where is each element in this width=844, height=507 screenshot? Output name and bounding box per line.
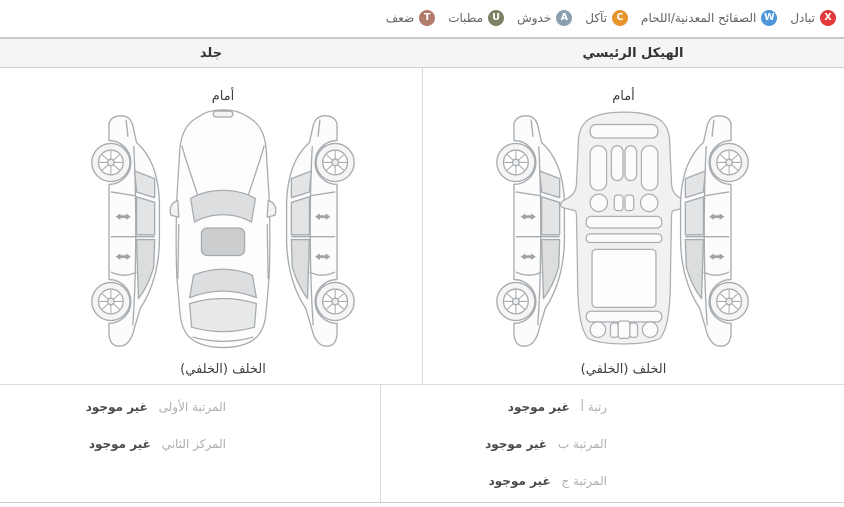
grade-label: المرتبة ج	[561, 474, 607, 488]
scratches-badge-icon: A	[556, 10, 572, 26]
front-label: أمام	[211, 89, 235, 104]
damage-legend	[386, 7, 836, 29]
grade-row	[0, 400, 226, 415]
panel-title-main-structure: الهيكل الرئيسي	[582, 45, 684, 61]
grade-row	[381, 400, 607, 415]
grade-value: غير موجود	[485, 437, 548, 451]
legend-label: تبادل	[790, 11, 815, 25]
legend-label: مطبات	[448, 11, 484, 25]
panel-skin	[0, 68, 422, 384]
legend-item-exchange	[790, 10, 836, 26]
skin-top-view	[168, 104, 278, 350]
panel-main-structure	[422, 68, 844, 384]
welding-badge-icon: W	[761, 10, 777, 26]
legend-label: خدوش	[517, 11, 552, 25]
legend-label: الصفائح المعدنية/اللحام	[641, 11, 757, 25]
legend-label: تآكل	[585, 11, 608, 25]
rear-label: الخلف (الخلفي)	[580, 362, 667, 377]
skin-side-view-right	[276, 112, 360, 350]
rear-label: الخلف (الخلفي)	[180, 362, 266, 377]
grade-label: المركز الثاني	[161, 437, 226, 451]
dents-badge-icon: U	[488, 10, 504, 26]
weakness-badge-icon: T	[419, 10, 435, 26]
main-structure-side-view-right	[670, 112, 754, 350]
grade-label: المرتبة ب	[557, 437, 607, 451]
section-header-row	[0, 37, 844, 68]
legend-item-welding	[641, 10, 777, 26]
legend-item-dents	[448, 10, 504, 26]
grade-row	[381, 474, 607, 489]
main-structure-grades	[380, 385, 844, 502]
grade-value: غير موجود	[85, 400, 148, 414]
grade-value: غير موجود	[507, 400, 570, 414]
grade-row	[0, 437, 226, 452]
skin-grades	[0, 385, 380, 502]
grade-label: رتبة أ	[580, 400, 607, 414]
diagram-columns	[0, 68, 844, 385]
legend-item-weakness	[386, 10, 435, 26]
grade-label: المرتبة الأولى	[158, 400, 226, 414]
grade-summary	[0, 385, 844, 503]
grade-row	[381, 437, 607, 452]
skin-side-view-left	[86, 112, 170, 350]
corrosion-badge-icon: C	[612, 10, 628, 26]
front-label: أمام	[612, 89, 635, 104]
exchange-badge-icon: X	[820, 10, 836, 26]
grade-value: غير موجود	[88, 437, 151, 451]
legend-item-corrosion	[585, 10, 628, 26]
panel-title-skin: جلد	[199, 45, 223, 61]
grade-value: غير موجود	[488, 474, 551, 488]
legend-label: ضعف	[385, 11, 415, 25]
legend-item-scratches	[517, 10, 572, 26]
